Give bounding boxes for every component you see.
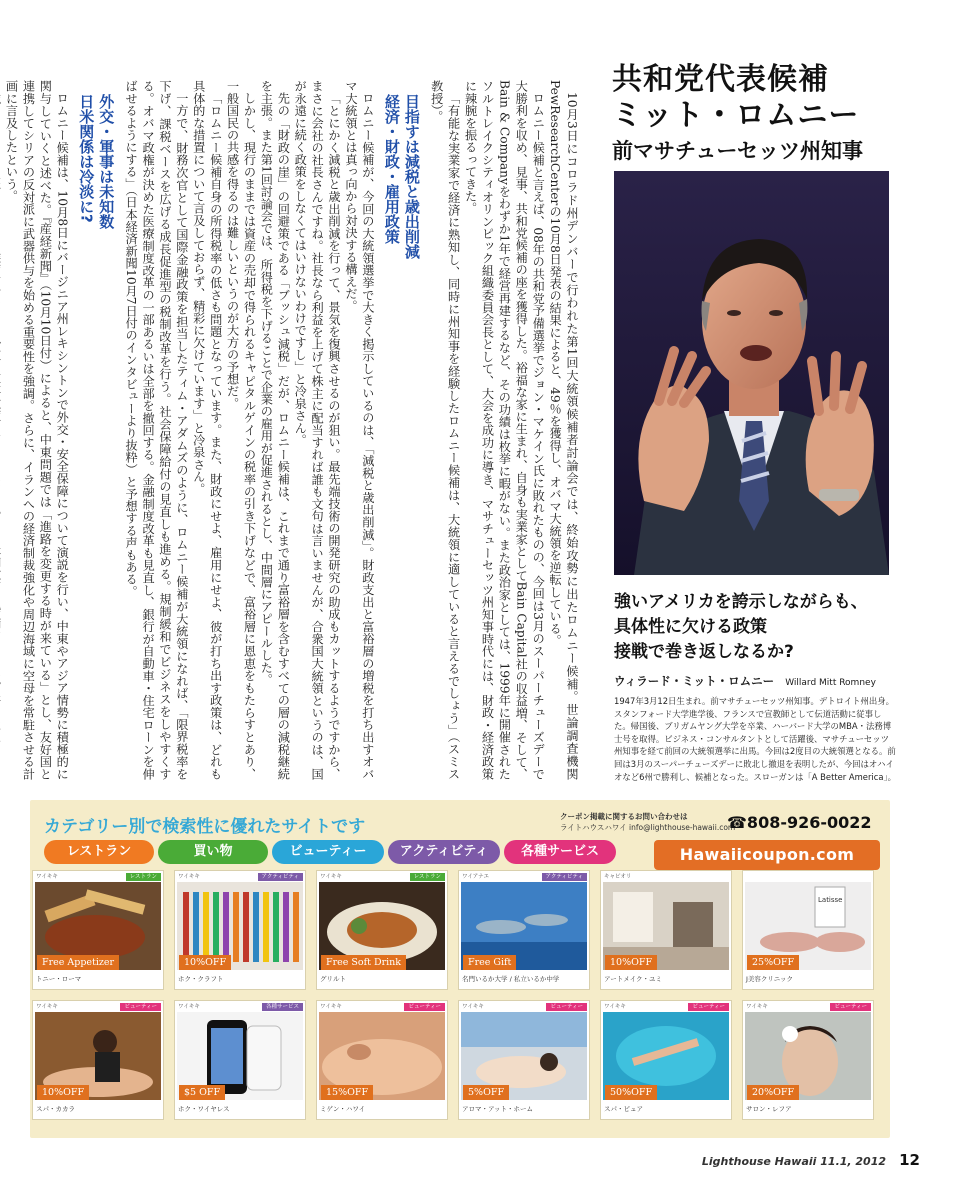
- coupon-shop-name: アートメイク・ユミ: [604, 975, 662, 983]
- coupon-card[interactable]: [316, 1000, 448, 1120]
- coupon-card[interactable]: [600, 870, 732, 990]
- coupon-badge: 10%OFF: [37, 1085, 89, 1100]
- article-column-1: [4, 80, 580, 780]
- caption-line-2: 具体性に欠ける政策: [614, 617, 767, 637]
- coupon-shop-name: トニー・ローマ: [36, 975, 82, 983]
- article-paragraph: 「有能な実業家で経済に熟知し、同時に州知事を経験したロムニー候補は、大統領に適していると言えるでしょう」（スミス教授）。: [429, 80, 461, 780]
- svg-text:Latisse: Latisse: [818, 896, 843, 904]
- profile-name: ウィラード・ミット・ロムニー: [614, 674, 775, 688]
- title-line-2: ミット・ロムニー: [612, 98, 860, 133]
- subheading-line: 外交・軍事は未知数: [97, 94, 116, 229]
- coupon-category-tag: ビューティー: [688, 1003, 729, 1011]
- subheading-line: 日米関係は冷淡に?: [77, 94, 96, 223]
- coupon-badge: 10%OFF: [179, 955, 231, 970]
- category-services[interactable]: 各種サービス: [504, 840, 616, 864]
- coupon-card[interactable]: [32, 1000, 164, 1120]
- article-paragraph: [0, 80, 3, 780]
- coupon-card[interactable]: [174, 1000, 306, 1120]
- coupon-area: ワイキキ: [178, 1004, 200, 1010]
- coupon-category-tag: レストラン: [126, 873, 161, 881]
- coupon-badge: Free Gift: [463, 955, 516, 970]
- coupon-shop-name: アロマ・アット・ホーム: [462, 1105, 534, 1113]
- coupon-badge: 20%OFF: [747, 1085, 799, 1100]
- coupon-category-tag: ビューティー: [404, 1003, 445, 1011]
- subheading-diplomacy: [76, 94, 116, 770]
- article-paragraph: 10月3日にコロラド州デンバーで行われた第1回大統領候補者討論会では、終始攻勢に出たロムニー候補。世論調査機関PewResearchCenterの10月8日発表の結果によると、49％を獲得し、オバマ大統領を逆転している。: [548, 80, 579, 780]
- category-shopping[interactable]: 買い物: [158, 840, 268, 864]
- contact-title: クーポン掲載に関するお問い合わせは: [560, 812, 688, 821]
- coupon-card[interactable]: [32, 870, 164, 990]
- coupon-category-tag: アクティビティ: [542, 873, 587, 881]
- ad-contact: [560, 811, 735, 833]
- coupon-area: ワイキキ: [178, 874, 200, 880]
- coupon-shop-name: スパ・ピュア: [604, 1105, 643, 1113]
- coupon-area: ワイキキ: [320, 874, 342, 880]
- title-line-1: 共和党代表候補: [612, 62, 829, 97]
- category-activity[interactable]: アクティビティ: [388, 840, 500, 864]
- coupon-grid: [30, 870, 890, 1138]
- coupon-category-tag: アクティビティ: [258, 873, 303, 881]
- coupon-shop-name: サロン・レフア: [746, 1105, 792, 1113]
- coupon-card[interactable]: [600, 1000, 732, 1120]
- coupon-area: ワイキキ: [462, 1004, 484, 1010]
- coupon-category-tag: ビューティー: [546, 1003, 587, 1011]
- category-restaurant[interactable]: レストラン: [44, 840, 154, 864]
- coupon-badge: 10%OFF: [605, 955, 657, 970]
- coupon-shop-name: ホク・クラフト: [178, 975, 224, 983]
- coupon-card[interactable]: [458, 870, 590, 990]
- site-logo[interactable]: Hawaiicoupon.com: [654, 840, 880, 870]
- subheading-line: 目指すは減税と歳出削減: [402, 94, 421, 259]
- coupon-shop-name: ミゲン・ハワイ: [320, 1105, 366, 1113]
- page-footer: [702, 1150, 920, 1169]
- coupon-badge: 5%OFF: [463, 1085, 509, 1100]
- coupon-shop-name: ホク・ワイヤレス: [178, 1105, 230, 1113]
- coupon-advertisement: [30, 800, 890, 1138]
- coupon-area: ワイキキ: [604, 1004, 626, 1010]
- coupon-category-tag: レストラン: [410, 873, 445, 881]
- coupon-area: ワイキキ: [746, 1004, 768, 1010]
- candidate-profile: [614, 670, 896, 783]
- photo-caption: [614, 590, 894, 665]
- article-paragraph: ロムニー候補が、今回の大統領選挙で大きく掲示しているのは、「減税と歳出削減」。財政支出と富裕層の増税を打ち出すオバマ大統領とは真っ向から対決する構えだ。: [343, 80, 375, 780]
- page-number: 12: [899, 1151, 920, 1169]
- ad-phone: ☎808-926-0022: [727, 813, 872, 832]
- article-paragraph: ロムニー候補と言えば、08年の共和党予備選挙でジョン・マケイン氏に敗れたものの、今回は3月のスーパーチューズデーで大勝利を収め、見事、共和党候補の座を獲得した。裕福な家に生まれ、自身も実業家としてBain Capital社の収益増、そして、Bain & Companyをわずか1年で経営再建するなど、その功績は枚挙に暇がない。また政治家としては、1999年に開催されたソルトレイクシティオリンピック組織委員会長として、大会を成功に導き、マサチューセッツ州知事時代には、財政・経済政策に辣腕を振るってきた。: [463, 80, 546, 780]
- article-paragraph: ロムニー候補は、10月8日にバージニア州レキシントンで外交・安全保障について演説を行い、中東やアジア情勢に積極的に関与していくと述べた。『産経新聞』（10月10日付）によると、中東問題では「進路を変更する時が来ている」とし、友好国と連携してシリアの反対派に武器供与を始める重要性を強調。さらに、イランへの経済制裁強化や周辺海域に空母を常駐させる計画に言及したという。: [4, 80, 70, 780]
- coupon-shop-name: 名門いるか大学 / 私立いるか中学: [462, 975, 560, 983]
- profile-name-english: Willard Mitt Romney: [785, 678, 876, 688]
- article-paragraph: しかし、現行のままでは資産の売却で得られるキャピタルゲインの税率の引き下げなどで、富裕層に恩恵をもたらすとあり、一般国民の共感を得るのは難しいというのが大方の予想だ。: [225, 80, 257, 780]
- coupon-badge: Free Soft Drink: [321, 955, 406, 970]
- coupon-badge: $5 OFF: [179, 1085, 225, 1100]
- ad-headline: カテゴリー別で検索性に優れたサイトです: [44, 817, 366, 837]
- coupon-category-tag: ビューティー: [120, 1003, 161, 1011]
- coupon-category-tag: ビューティー: [830, 1003, 871, 1011]
- coupon-card[interactable]: [458, 1000, 590, 1120]
- coupon-area: キャピオリ: [604, 874, 632, 880]
- coupon-shop-name: J美容クリニック: [746, 975, 794, 983]
- coupon-area: ワイキキ: [36, 1004, 58, 1010]
- magazine-name: Lighthouse Hawaii 11.1, 2012: [701, 1155, 887, 1168]
- coupon-card[interactable]: [742, 870, 874, 990]
- subheading-line: 経済・財政・雇用政策: [382, 94, 401, 244]
- coupon-area: ワイキキ: [320, 1004, 342, 1010]
- subheading-economy: [382, 94, 422, 770]
- candidate-photo: [614, 171, 889, 575]
- coupon-badge: 25%OFF: [747, 955, 799, 970]
- coupon-card[interactable]: [174, 870, 306, 990]
- article-title: [612, 62, 912, 166]
- article-paragraph: 「ロムニー候補自身の所得税率の低さも問題となっています。また、財政にせよ、雇用にせよ、彼が打ち出す政策は、どれも具体的な措置について言及しておらず、精彩に欠けています」と冷泉さん。: [191, 80, 223, 780]
- coupon-area: ワイキキ: [36, 874, 58, 880]
- coupon-card[interactable]: [742, 1000, 874, 1120]
- contact-line: ライトハウスハワイ info@lighthouse-hawaii.com: [560, 823, 736, 832]
- caption-line-3: 接戦で巻き返しなるか?: [614, 642, 794, 662]
- coupon-shop-name: スパ・カカラ: [36, 1105, 75, 1113]
- profile-bio: 1947年3月12日生まれ。前マサチューセッツ州知事。デトロイト州出身。スタンフォード大学進学後、フランスで宣教師として伝道活動に従事した。帰国後、ブリガムヤング大学を卒業、ハーバード大学のMBA・法務博士号を取得。ビジネス・コンサルタントとして活躍後、マサチューセッツ州知事を経て前回の大統領選挙に出馬。今回は2度目の大統領選となる。前回は3月のスーパーチューズデーに敗北し撤退を表明したが、今回はオハイオなど6州で勝利し、候補となった。スローガンは「A Better America」。: [614, 696, 897, 782]
- coupon-badge: Free Appetizer: [37, 955, 119, 970]
- ad-categories: [44, 840, 616, 864]
- category-beauty[interactable]: ビューティー: [272, 840, 384, 864]
- coupon-shop-name: グリルト: [320, 975, 346, 983]
- caption-line-1: 強いアメリカを誇示しながらも、: [614, 592, 868, 612]
- title-line-3: 前マサチューセッツ州知事: [612, 139, 863, 163]
- article-paragraph: 「とにかく減税と歳出削減を行って、景気を復興させるのが狙い。最先端技術の開発研究の助成もカットするようですから、まさに会社の社長さんですね。社長なら利益を上げて株主に配当すれば誰も文句は言いませんが、合衆国大統領というのは、国が永遠に続く政策をしなくてはいけないわけですし」と冷泉さん。: [293, 80, 342, 780]
- coupon-badge: 50%OFF: [605, 1085, 657, 1100]
- article-paragraph: 先の「財政の崖」の回避策である「ブッシュ減税」だが、ロムニー候補は、これまで通り富裕層を含むすべての層の減税継続を主張。また第1回討論会では、所得税を下げることで企業の雇用が促進されるとし、中間層にアピールした。: [259, 80, 291, 780]
- coupon-category-tag: 各種サービス: [262, 1003, 303, 1011]
- coupon-badge: 15%OFF: [321, 1085, 373, 1100]
- article-paragraph: 一方で、財務次官として国際金融政策を担当したティム・アダムズのように、ロムニー候補が大統領になれば、「限界税率を下げ、課税ベースを広げる成長促進型の税制改革を行う。社会保障給付の見直しも進める。規制緩和でビジネスをしやすくする。オバマ政権が決めた医療制度改革の一部あるいは全部を撤回する。金融制度改革も見直し、銀行が自動車・住宅ローンを伸ばせるようにする」（日本経済新聞10月7日付のインタビューより抜粋）と予想する声もある。: [124, 80, 189, 780]
- coupon-card[interactable]: [316, 870, 448, 990]
- coupon-area: ワイアナエ: [462, 874, 489, 880]
